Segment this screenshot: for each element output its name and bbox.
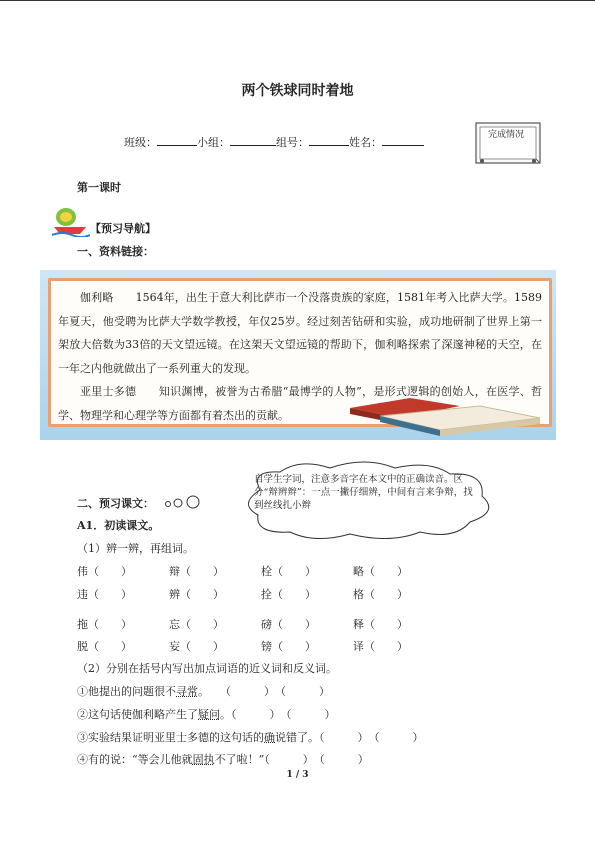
word-cell: 辩（ ）	[169, 565, 224, 578]
lesson-label: 第一课时	[77, 181, 121, 194]
word-cell: 拴（ ）	[261, 588, 316, 601]
sentence-text: ②这句话使伽利略产生了	[77, 708, 198, 721]
word-cell: 伟（ ）	[77, 565, 132, 578]
sailboat-icon	[52, 207, 90, 237]
name-blank[interactable]	[382, 134, 424, 146]
completion-status-box	[474, 121, 542, 165]
word-cell: 脱（ ）	[77, 640, 132, 653]
number-label: 组号：	[276, 136, 309, 149]
word-cell: 忘（ ）	[169, 618, 224, 631]
word-cell: 违（ ）	[77, 588, 132, 601]
sentence-text: ①他提出的问题很不	[77, 685, 176, 698]
galileo-paragraph	[58, 286, 542, 380]
a1-heading: A1．初读课文。	[77, 519, 160, 532]
sentence-line	[77, 706, 336, 722]
answer-brackets: 不了啦！”（ ） （ ）	[214, 753, 369, 766]
dotted-word: 固执	[192, 753, 215, 766]
status-box-label: 完成情况	[488, 130, 525, 140]
word-cell: 辨（ ）	[169, 588, 224, 601]
q2-heading: （2）分别在括号内写出加点词语的近义词和反义词。	[77, 662, 337, 675]
word-cell: 拖（ ）	[77, 618, 132, 631]
group-label: 小组：	[197, 136, 230, 149]
sentence-line	[77, 729, 424, 745]
sentence-text: ④有的说：“等会儿他就	[77, 753, 193, 766]
group-blank[interactable]	[230, 134, 276, 146]
aristotle-name: 亚里士多德	[80, 385, 137, 398]
class-label: 班级：	[124, 136, 157, 149]
word-cell: 磅（ ）	[261, 618, 316, 631]
class-blank[interactable]	[157, 134, 197, 146]
books-illustration	[340, 388, 550, 438]
word-cell: 格（ ）	[353, 588, 408, 601]
aristotle-bio: 知识渊博，被誉为古希腊“最博学的人物”，是形式逻辑的创始人，在医学、哲学、物理学和心理学等方面都有着杰出的贡献。	[58, 385, 543, 422]
sentence-text: ③实验结果证明亚里士多德的这句话的	[77, 731, 264, 744]
answer-brackets: 。 （ ） （ ）	[198, 685, 330, 698]
answer-brackets: 说错了。（ ） （ ）	[275, 731, 424, 744]
word-cell: 镑（ ）	[261, 640, 316, 653]
class-info-line	[124, 134, 424, 150]
dotted-word: 确	[264, 731, 275, 744]
dotted-word: 疑问	[198, 708, 220, 721]
thought-bubble-dots	[164, 494, 204, 510]
word-row	[77, 616, 445, 632]
word-cell: 译（ ）	[353, 640, 408, 653]
word-cell: 略（ ）	[353, 565, 408, 578]
word-row	[77, 563, 445, 579]
q1-heading: （1）辨一辨，再组词。	[77, 542, 194, 555]
preview-nav-label: 【预习导航】	[90, 222, 156, 235]
page-title: 两个铁球同时着地	[241, 83, 354, 99]
material-heading: 一、资料链接：	[77, 245, 154, 258]
preview-heading: 二、预习课文：	[77, 497, 154, 510]
galileo-bio: 1564年，出生于意大利比萨市一个没落贵族的家庭，1581年考入比萨大学。1589年夏天，他受聘为比萨大学数学教授，年仅25岁。经过刻苦钻研和实验，成功地研制了世界上第一架放大倍数为33倍的天文望远镜。在这架天文望远镜的帮助下，伽利略探索了深邃神秘的天空，在一年之内他就做出了一系列重大的发现。	[58, 291, 543, 375]
tip-text: 自学生字词，注意多音字在本文中的正确读音。区分“辩辨辫”：一点一撇仔细辨，中间有言来争辩，找到丝线扎小辫	[254, 474, 473, 511]
number-blank[interactable]	[309, 134, 349, 146]
page-number: 1 / 3	[286, 770, 309, 780]
word-cell: 妄（ ）	[169, 640, 224, 653]
galileo-name: 伽利略	[80, 291, 114, 304]
sentence-line	[77, 751, 369, 767]
word-cell: 释（ ）	[353, 618, 408, 631]
word-row	[77, 638, 445, 654]
name-label: 姓名：	[349, 136, 382, 149]
dotted-word: 寻常	[176, 685, 198, 698]
top-rule	[0, 0, 595, 1]
sentence-line	[77, 683, 330, 699]
answer-brackets: 。（ ） （ ）	[220, 708, 336, 721]
word-cell: 栓（ ）	[261, 565, 316, 578]
word-row	[77, 586, 445, 602]
